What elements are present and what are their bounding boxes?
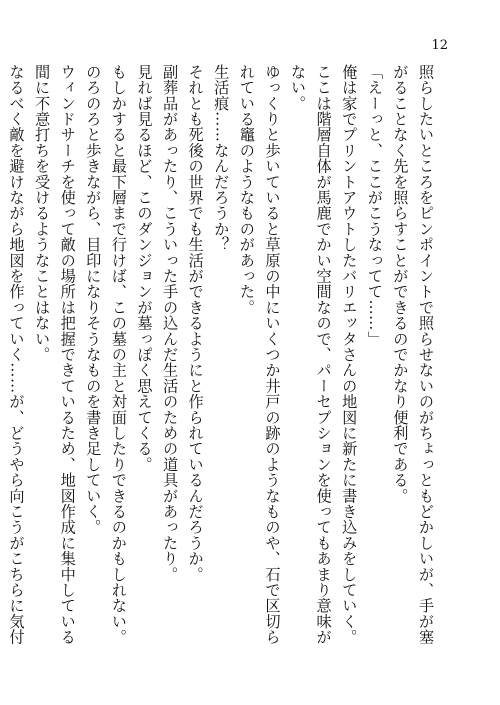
body-text	[7, 64, 438, 654]
paragraph: もしかすると最下層まで行けば、この墓の主と対面したりできるのかもしれない。	[109, 64, 128, 645]
paragraph: 生活痕……なんだろうか？	[212, 64, 231, 253]
paragraph: 「えーっと、ここがこうなってて……」	[365, 64, 384, 347]
paragraph: のろのろと歩きながら、目印になりそうなものを書き足していく。	[84, 64, 103, 535]
page-number: 12	[431, 38, 448, 53]
paragraph: ここは階層自体が馬鹿でかい空間なので、パーセプションを使ってもあまり意味がない。	[289, 64, 333, 645]
paragraph: 見れば見るほど、このダンジョンが墓っぽく思えてくる。	[135, 64, 154, 473]
paragraph: それとも死後の世界でも生活ができるようにと作られているんだろうか。	[186, 64, 205, 583]
paragraph: 俺は家でプリントアウトしたバリエッタさんの地図に新たに書き込みをしていく。	[340, 64, 359, 645]
paragraph: 照らしたいところをピンポイントで照らせないのがちょっともどかしいが、手が塞がることなく先を照らすことができるのでかなり便利である。	[391, 64, 435, 645]
paragraph: なるべく敵を避けながら地図を作っていく……が、どうやら向こうがこちらに気付	[7, 64, 26, 645]
paragraph: ゆっくりと歩いていると草原の中にいくつか井戸の跡のようなものや、石で区切られている竈のようなものがあった。	[237, 64, 282, 645]
paragraph: ウィンドサーチを使って敵の場所は把握できているため、地図作成に集中している間に不意打ちを受けるようなことはない。	[33, 64, 77, 645]
paragraph: 副葬品があったり、こういった手の込んだ生活のための道具があったり。	[161, 64, 180, 583]
